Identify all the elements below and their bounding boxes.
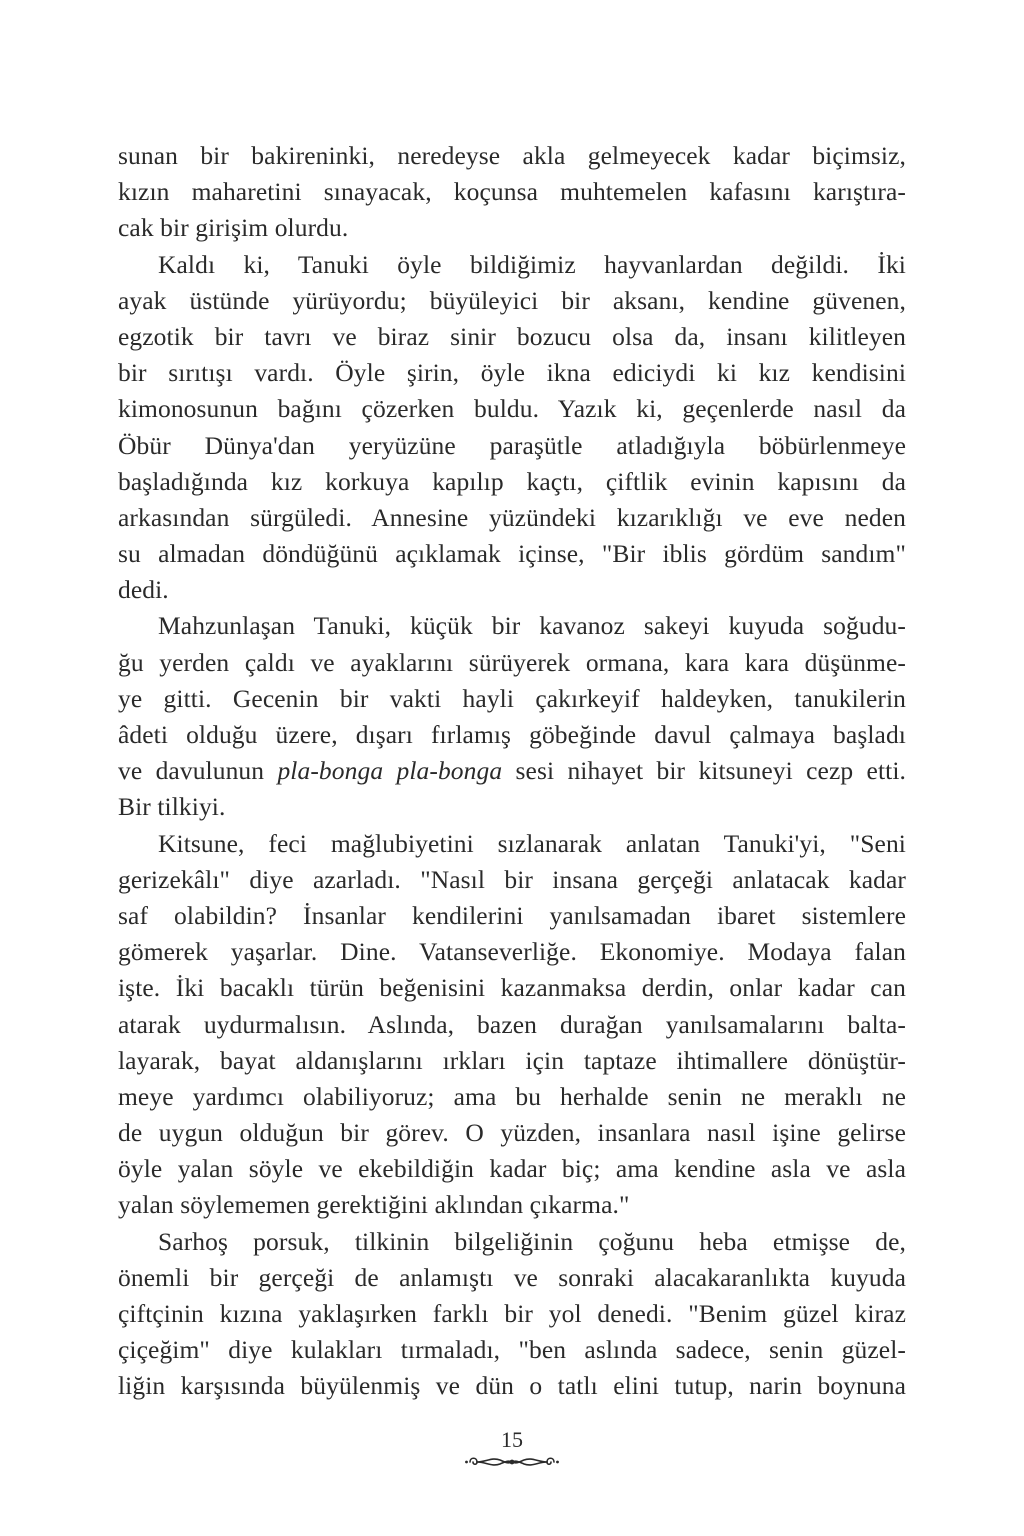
text-segment: sesi nihayet bir kitsuneyi cezp etti. [502, 756, 906, 786]
text-line: saf olabildin? İnsanlar kendilerini yanılsamadan ibaret sistemlere [118, 900, 906, 930]
page-body [118, 138, 906, 1405]
text-line: öyle yalan söyle ve ekebildiğin kadar biç; ama kendine asla ve asla [118, 1154, 906, 1184]
paragraph-start-line: Mahzunlaşan Tanuki, küçük bir kavanoz sakeyi kuyuda soğudu- [158, 611, 906, 641]
text-line: su almadan döndüğünü açıklamak içinse, "Bir iblis gördüm sandım" [118, 539, 906, 569]
text-line: âdeti olduğu üzere, dışarı fırlamış göbeğinde davul çalmaya başladı [118, 720, 906, 749]
text-line: Bir tilkiyi. [118, 792, 226, 822]
page-footer [0, 1428, 1024, 1472]
page-number: 15 [501, 1427, 523, 1452]
text-line: bir sırıtışı vardı. Öyle şirin, öyle ikna ediciydi ki kız kendisini [118, 358, 906, 388]
text-line: önemli bir gerçeği de anlamıştı ve sonraki alacakaranlıkta kuyuda [118, 1262, 906, 1292]
paragraph-start-line: Kitsune, feci mağlubiyetini sızlanarak anlatan Tanuki'yi, "Seni [158, 828, 906, 858]
text-line: yalan söylememen gerektiğini aklından çıkarma." [118, 1190, 630, 1220]
text-line: çiçeğim" diye kulakları tırmaladı, "ben aslında sadece, senin güzel- [118, 1335, 906, 1365]
text-line: gömerek yaşarlar. Dine. Vatanseverliğe. Ekonomiye. Modaya falan [118, 937, 906, 967]
text-line: kimonosunun bağını çözerken buldu. Yazık ki, geçenlerde nasıl da [118, 394, 906, 424]
text-line: çiftçinin kızına yaklaşırken farklı bir yol denedi. "Benim güzel kiraz [118, 1299, 906, 1328]
text-line: Öbür Dünya'dan yeryüzüne paraşütle atladığıyla böbürlenmeye [118, 430, 906, 460]
text-line: egzotik bir tavrı ve biraz sinir bozucu olsa da, insanı kilitleyen [118, 321, 906, 351]
text-line: ğu yerden çaldı ve ayaklarını sürüyerek ormana, kara kara düşünme- [118, 647, 906, 677]
paragraph-start-line: Kaldı ki, Tanuki öyle bildiğimiz hayvanlardan değildi. İki [158, 249, 906, 279]
text-line: ayak üstünde yürüyordu; büyüleyici bir aksanı, kendine güvenen, [118, 285, 906, 315]
text-line: liğin karşısında büyülenmiş ve dün o tatlı elini tutup, narin boynuna [118, 1371, 906, 1401]
text-line: başladığında kız korkuya kapılıp kaçtı, çiftlik evinin kapısını da [118, 466, 906, 496]
text-line: cak bir girişim olurdu. [118, 213, 349, 243]
italic-onomatopoeia: pla-bonga pla-bonga [277, 756, 503, 786]
text-line: kızın maharetini sınayacak, koçunsa muhtemelen kafasını karıştıra- [118, 177, 906, 207]
flourish-ornament-icon [464, 1452, 560, 1472]
text-line: ye gitti. Gecenin bir vakti hayli çakırkeyif haldeyken, tanukilerin [118, 683, 906, 713]
text-line: atarak uydurmalısın. Aslında, bazen durağan yanılsamalarını balta- [118, 1009, 906, 1039]
text-line: gerizekâlı" diye azarladı. "Nasıl bir insana gerçeği anlatacak kadar [118, 864, 906, 894]
text-line: de uygun olduğun bir görev. O yüzden, insanlara nasıl işine gelirse [118, 1118, 906, 1148]
text-line-with-italic [118, 753, 906, 789]
text-line: layarak, bayat aldanışlarını ırkları için taptaze ihtimallere dönüştür- [118, 1045, 906, 1075]
text-line: meye yardımcı olabiliyoruz; ama bu herhalde senin ne meraklı ne [118, 1081, 906, 1111]
text-line: arkasından sürgüledi. Annesine yüzündeki kızarıklığı ve eve neden [118, 502, 906, 532]
text-line: sunan bir bakireninki, neredeyse akla gelmeyecek kadar biçimsiz, [118, 141, 906, 170]
text-segment: ve davulunun [118, 756, 278, 786]
paragraph-start-line: Sarhoş porsuk, tilkinin bilgeliğinin çoğunu heba etmişse de, [158, 1226, 906, 1256]
text-line: işte. İki bacaklı türün beğenisini kazanmaksa derdin, onlar kadar can [118, 973, 906, 1003]
text-line: dedi. [118, 575, 169, 605]
